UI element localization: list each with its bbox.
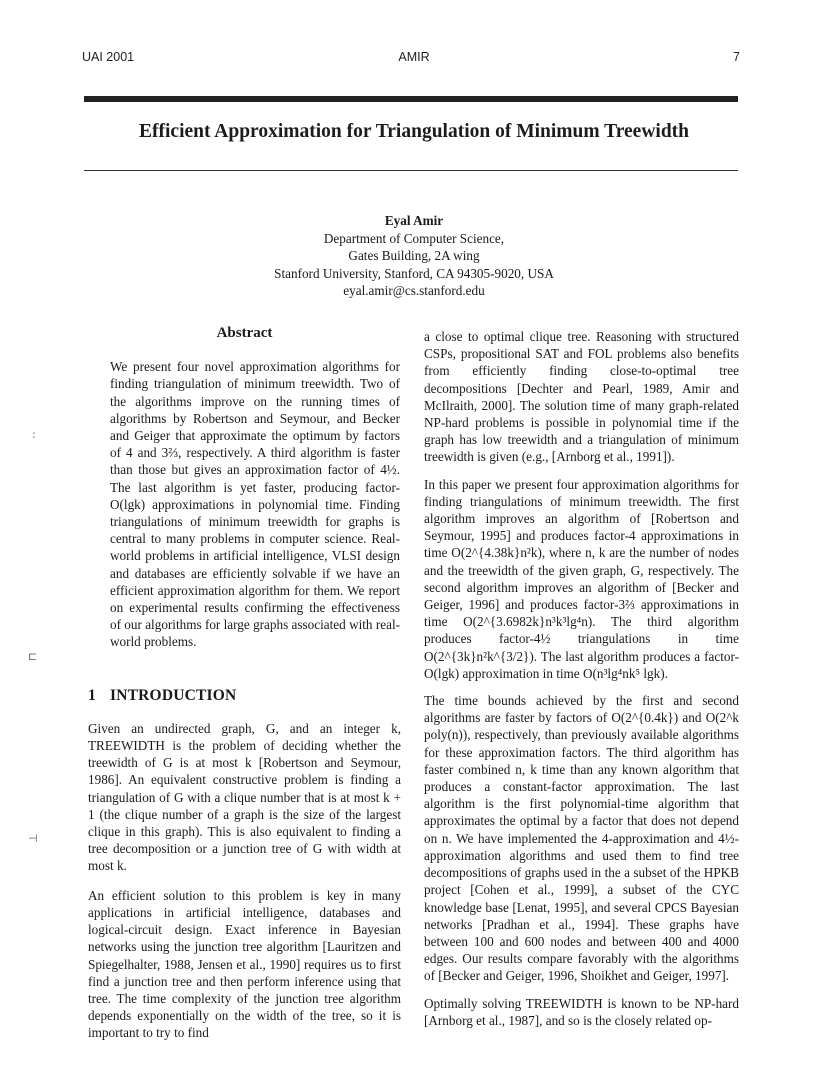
intro-paragraph: Given an undirected graph, G, and an integer k, TREEWIDTH is the problem of deciding whether the treewidth of G is at most k [Robertson and Seymour, 1986]. An equivalent constructive problem is finding a triangulation of G with a clique number that is at most k + 1 (the clique number of a graph is the size of the largest clique in this graph). This is also equivalent to finding a tree decomposition or a junction tree of G with width at most k. [88,720,401,874]
body-paragraph: In this paper we present four approximation algorithms for finding triangulations of minimum treewidth. The first algorithm improves an algorithm of [Robertson and Seymour, 1995] and produces factor-4 approximations in time O(2^{4.38k}n²k), where n, k are the number of nodes and the treewidth of the given graph, G, respectively. The second algorithm improves an algorithm of [Becker and Geiger, 1996] and produces factor-3⅔ approximations in time O(2^{3.6982k}n³k³lg⁴n). The third algorithm produces factor-4½ triangulations in time O(2^{3k}n²k^{3/2}). The last algorithm produces a factor-O(lgk) approximation in time O(n³lg⁴nk⁵ lgk). [424,476,739,681]
body-paragraph: Optimally solving TREEWIDTH is known to be NP-hard [Arnborg et al., 1987], and so is the closely related op- [424,995,739,1028]
author-block [0,212,828,300]
scan-mark: ⊏ [28,650,38,663]
page-number: 7 [733,50,740,64]
title-rule-bottom [84,170,738,171]
intro-paragraph: An efficient solution to this problem is key in many applications in artificial intelligence, databases and logical-circuit design. Exact inference in Bayesian networks using the junction tree algorithm [Lauritzen and Spiegelhalter, 1988, Jensen et al., 1990] requires us to first find a junction tree and then perform inference using that tree. The time complexity of the junction tree algorithm depends exponentially on the width of the tree, so it is important to try to find [88,887,401,1041]
scan-mark: : [32,428,36,441]
right-column [424,328,739,1039]
abstract-heading: Abstract [216,325,273,341]
section-title: INTRODUCTION [110,686,237,704]
scan-mark: ⊣ [28,832,38,845]
author-email: eyal.amir@cs.stanford.edu [343,283,485,298]
paper-title: Efficient Approximation for Triangulation of Minimum Treewidth [139,121,689,142]
abstract-text: We present four novel approximation algorithms for finding triangulation of minimum treewidth. Two of the algorithms improve on the running times of algorithms by Robertson and Seymour, and Becker and Geiger that approximate the optimum by factors of 4 and 3⅔, respectively. A third algorithm is faster than those but gives an approximation factor of 4½. The last algorithm is yet faster, producing factor-O(lgk) approximations in polynomial time. Finding triangulations of minimum treewidth for graphs is central to many problems in computer science. Real-world problems in artificial intelligence, VLSI design and databases are efficiently solvable if we have an efficient approximation algorithm for them. We report on experimental results confirming the effectiveness of our algorithms for large graphs associated with real-world problems. [110,359,400,650]
section-number: 1 [88,686,96,704]
author-department: Department of Computer Science, [323,230,505,246]
body-paragraph: a close to optimal clique tree. Reasoning with structured CSPs, propositional SAT and FOL problems also benefits from efficiently finding close-to-optimal tree decompositions [Dechter and Pearl, 1989, Amir and McIlraith, 2000]. The solution time of many graph-related NP-hard problems is possible in polynomial time if the graph has low treewidth and a triangulation of minimum treewidth is given (e.g., [Arnborg et al., 1991]). [424,329,739,465]
author-building: Gates Building, 2A wing [348,248,480,263]
title-rule-top [84,96,738,102]
running-header-author: AMIR [398,50,430,64]
section-heading [88,687,401,704]
author-address: Stanford University, Stanford, CA 94305-9020, USA [274,265,554,281]
running-header-venue: UAI 2001 [82,50,135,64]
author-name: Eyal Amir [384,213,444,228]
body-paragraph: The time bounds achieved by the first and second algorithms are faster by factors of O(2^{0.4k}) and O(2^k poly(n)), respectively, than previously available algorithms for these approximation factors. The third algorithm has faster combined n, k time than any known algorithm that produces a constant-factor approximation. The last algorithm is the first polynomial-time algorithm that approximates the optimal by a factor that does not depend on n. We have implemented the 4-approximation and 4½-approximation algorithms and used them to find tree decompositions of graphs used in the a subset of the HPKB project [Cohen et al., 1999], a subset of the CYC knowledge base [Lenat, 1995], and several CPCS Bayesian networks [Pradhan et al., 1994]. These graphs have between 100 and 600 nodes and between 400 and 4000 edges. Our results compare favorably with the algorithms of [Becker and Geiger, 1996, Shoikhet and Geiger, 1997]. [424,693,739,984]
left-column [88,325,401,1054]
